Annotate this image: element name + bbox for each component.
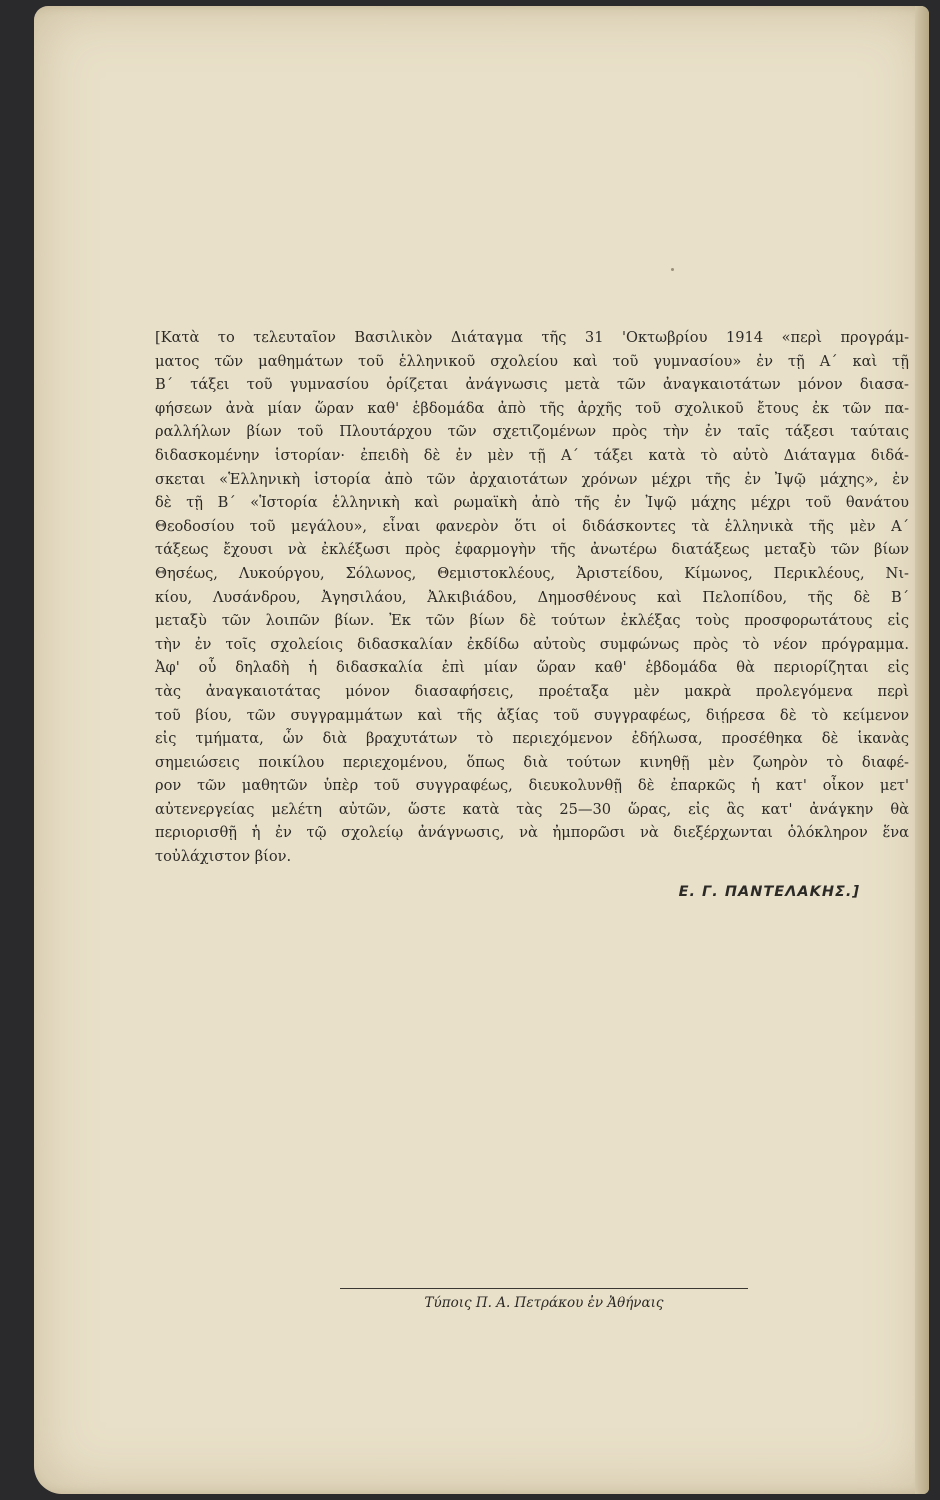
text-line: τοὐλάχιστον βίον. <box>155 848 292 866</box>
printer-imprint: Τύποις Π. Α. Πετράκου ἐν Ἀθήναις <box>424 1295 664 1311</box>
text-line: ματος τῶν μαθημάτων τοῦ ἑλληνικοῦ σχολείου καὶ τοῦ γυμνασίου» ἐν τῇ Α΄ καὶ τῇ <box>155 352 909 370</box>
text-line: τὴν ἐν τοῖς σχολείοις διδασκαλίαν ἐκδίδω αὐτοὺς συμφώνως πρὸς τὸ νέον πρόγραμμα. <box>155 635 909 653</box>
text-line: διδασκομένην ἱστορίαν· ἐπειδὴ δὲ ἐν μὲν τῇ Α΄ τάξει κατὰ τὸ αὐτὸ Διάταγμα διδά- <box>155 446 909 464</box>
text-line: τοῦ βίου, τῶν συγγραμμάτων καὶ τῆς ἀξίας τοῦ συγγραφέως, διῄρεσα δὲ τὸ κείμενον <box>155 706 909 724</box>
author-signature: Ε. Γ. ΠΑΝΤΕΛΑΚΗΣ.] <box>678 884 860 900</box>
text-line: αὐτενεργείας μελέτη αὐτῶν, ὥστε κατὰ τὰς 25—30 ὥρας, εἰς ἃς κατ' ἀνάγκην θὰ <box>155 800 909 818</box>
text-line: σημειώσεις ποικίλου περιεχομένου, ὅπως διὰ τούτων κινηθῇ μὲν ζωηρὸν τὸ διαφέ- <box>155 753 909 771</box>
text-line: τὰς ἀναγκαιοτάτας μόνον διασαφήσεις, προέταξα μὲν μακρὰ προλεγόμενα περὶ <box>155 682 909 700</box>
text-line: Θησέως, Λυκούργου, Σόλωνος, Θεμιστοκλέους, Ἀριστείδου, Κίμωνος, Περικλέους, Νι- <box>155 564 909 582</box>
page-edge <box>915 6 929 1494</box>
footer-rule <box>340 1288 748 1289</box>
text-line: τάξεως ἔχουσι νὰ ἐκλέξωσι πρὸς ἐφαρμογὴν τῆς ἀνωτέρω διατάξεως μεταξὺ τῶν βίων <box>155 541 909 559</box>
text-line: εἰς τμήματα, ὧν διὰ βραχυτάτων τὸ περιεχόμενον ἐδήλωσα, προσέθηκα δὲ ἱκανὰς <box>155 730 909 748</box>
text-line: κίου, Λυσάνδρου, Ἀγησιλάου, Ἀλκιβιάδου, Δημοσθένους καὶ Πελοπίδου, τῆς δὲ Β΄ <box>155 588 909 606</box>
text-line: περιορισθῇ ἡ ἐν τῷ σχολείῳ ἀνάγνωσις, νὰ ἠμπορῶσι νὰ διεξέρχωνται ὁλόκληρον ἕνα <box>155 824 909 842</box>
text-line: Β΄ τάξει τοῦ γυμνασίου ὁρίζεται ἀνάγνωσις μετὰ τῶν ἀναγκαιοτάτων μόνον διασα- <box>155 376 909 394</box>
text-line: [Κατὰ το τελευταῖον Βασιλικὸν Διάταγμα τῆς 31 'Οκτωβρίου 1914 «περὶ προγράμ- <box>155 329 909 346</box>
text-line: Θεοδοσίου τοῦ μεγάλου», εἶναι φανερὸν ὅτι οἱ διδάσκοντες τὰ ἑλληνικὰ τῆς μὲν Α΄ <box>155 517 909 535</box>
text-line: σκεται «Ἑλληνικὴ ἱστορία ἀπὸ τῶν ἀρχαιοτάτων χρόνων μέχρι τῆς ἐν Ἰψῷ μάχης», ἐν <box>155 470 909 488</box>
preface-paragraph <box>155 326 909 869</box>
text-line: μεταξὺ τῶν λοιπῶν βίων. Ἐκ τῶν βίων δὲ τούτων ἐκλέξας τοὺς προσφορωτάτους εἰς <box>155 612 909 630</box>
text-line: φήσεων ἀνὰ μίαν ὥραν καθ' ἑβδομάδα ἀπὸ τῆς ἀρχῆς τοῦ σχολικοῦ ἔτους ἐκ τῶν πα- <box>155 399 909 417</box>
paper-speck <box>671 268 674 271</box>
text-line: Ἀφ' οὗ δηλαδὴ ἡ διδασκαλία ἐπὶ μίαν ὥραν καθ' ἑβδομάδα θὰ περιορίζηται εἰς <box>155 659 909 677</box>
text-line: ραλλήλων βίων τοῦ Πλουτάρχου τῶν σχετιζομένων πρὸς τὴν ἐν ταῖς τάξεσι ταύταις <box>155 423 909 441</box>
text-line: δὲ τῇ Β΄ «Ἱστορία ἑλληνικὴ καὶ ρωμαϊκὴ ἀπὸ τῆς ἐν Ἰψῷ μάχης μέχρι τοῦ θανάτου <box>155 494 909 512</box>
text-line: ρον τῶν μαθητῶν ὑπὲρ τοῦ συγγραφέως, διευκολυνθῇ δὲ ἐπαρκῶς ἡ κατ' οἶκον μετ' <box>155 777 909 795</box>
